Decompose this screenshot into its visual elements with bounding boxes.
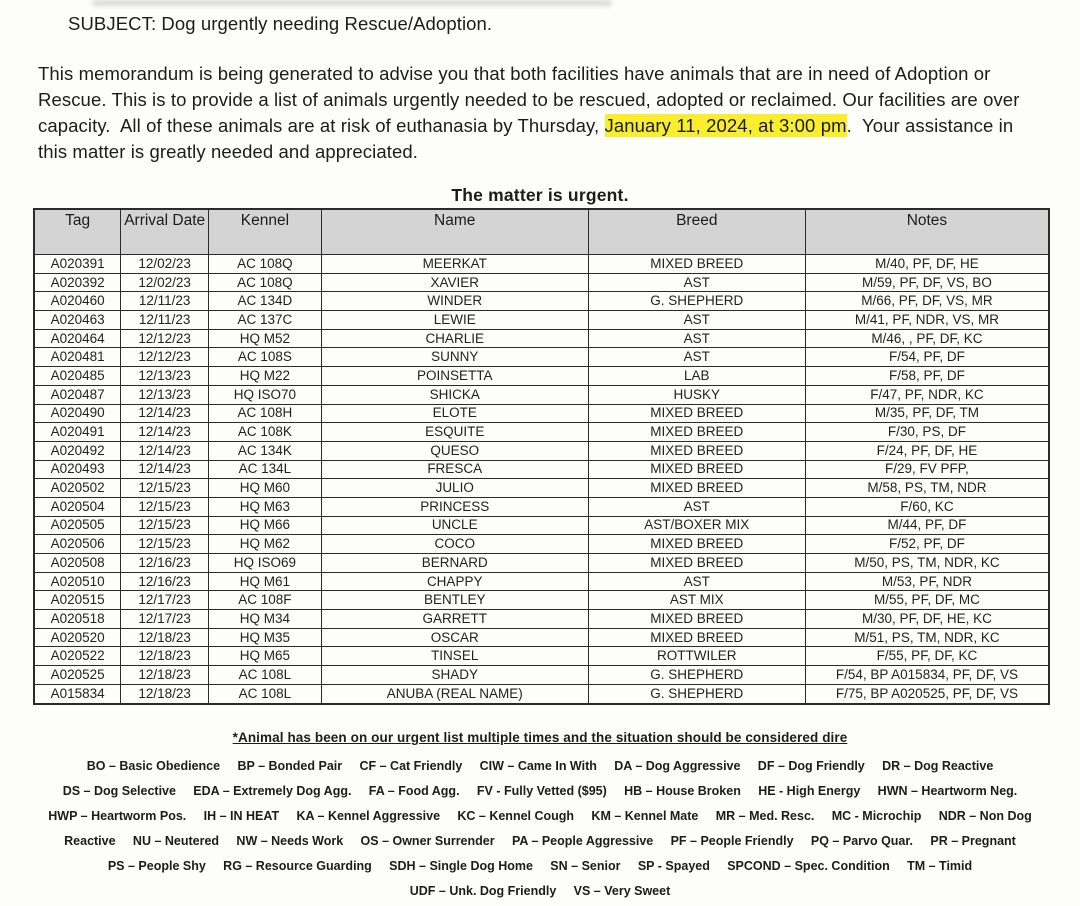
cell-arrival-date: 12/15/23 [121,497,209,516]
cell-name: WINDER [321,292,588,311]
cell-name: ESQUITE [321,423,588,442]
cell-notes: F/47, PF, NDR, KC [805,385,1049,404]
cell-breed: G. SHEPHERD [588,292,805,311]
cell-kennel: AC 108Q [209,255,322,274]
cell-breed: MIXED BREED [588,404,805,423]
cell-tag: A020520 [34,628,121,647]
cell-arrival-date: 12/15/23 [121,535,209,554]
cell-kennel: AC 134L [209,460,322,479]
cell-arrival-date: 12/14/23 [121,460,209,479]
cell-kennel: HQ ISO69 [209,554,322,573]
cell-name: COCO [321,535,588,554]
table-row [34,255,1049,274]
cell-notes: F/29, FV PFP, [805,460,1049,479]
cell-arrival-date: 12/18/23 [121,666,209,685]
cell-notes: M/59, PF, DF, VS, BO [805,273,1049,292]
table-row [34,441,1049,460]
cell-breed: MIXED BREED [588,610,805,629]
cell-notes: M/58, PS, TM, NDR [805,479,1049,498]
legend-line: BO – Basic Obedience BP – Bonded Pair CF – Cat Friendly CIW – Came In With DA – Dog Aggressive DF – Dog Friendly DR – Dog Reactive [86,759,994,773]
dire-note: *Animal has been on our urgent list multiple times and the situation should be considered dire [232,730,848,745]
cell-tag: A020485 [34,367,121,386]
cell-notes: F/55, PF, DF, KC [805,647,1049,666]
cell-notes: M/51, PS, TM, NDR, KC [805,628,1049,647]
cell-breed: MIXED BREED [588,255,805,274]
cell-kennel: AC 137C [209,311,322,330]
cell-name: FRESCA [321,460,588,479]
table-header-row [34,209,1049,255]
scan-artifact [92,0,612,6]
cell-tag: A020515 [34,591,121,610]
cell-arrival-date: 12/14/23 [121,423,209,442]
cell-arrival-date: 12/12/23 [121,329,209,348]
cell-tag: A020522 [34,647,121,666]
cell-notes: M/44, PF, DF [805,516,1049,535]
cell-arrival-date: 12/12/23 [121,348,209,367]
cell-tag: A020504 [34,497,121,516]
cell-arrival-date: 12/14/23 [121,441,209,460]
table-row [34,554,1049,573]
abbreviation-legend [0,756,1080,906]
intro-text-pre: This memorandum is being generated to advise you that both facilities have animals that are in need of Adoption or Rescue. This is to provide a list of animals urgently needed to be rescued, adopted or reclaimed. Our facilities are over capacity. All of these animals are at risk of euthanasia by Thursday, [38,63,1025,136]
cell-breed: MIXED BREED [588,460,805,479]
cell-breed: AST [588,329,805,348]
cell-breed: AST [588,273,805,292]
cell-kennel: AC 134D [209,292,322,311]
cell-kennel: HQ M22 [209,367,322,386]
cell-arrival-date: 12/02/23 [121,255,209,274]
cell-tag: A020463 [34,311,121,330]
column-header-breed: Breed [588,209,805,255]
cell-breed: AST [588,572,805,591]
cell-notes: M/40, PF, DF, HE [805,255,1049,274]
cell-tag: A020392 [34,273,121,292]
cell-breed: HUSKY [588,385,805,404]
table-row [34,385,1049,404]
cell-kennel: AC 108H [209,404,322,423]
cell-name: CHAPPY [321,572,588,591]
table-row [34,591,1049,610]
table-row [34,610,1049,629]
cell-name: SHADY [321,666,588,685]
table-row [34,423,1049,442]
cell-tag: A020518 [34,610,121,629]
cell-kennel: HQ M34 [209,610,322,629]
cell-tag: A020506 [34,535,121,554]
cell-arrival-date: 12/17/23 [121,591,209,610]
cell-breed: AST MIX [588,591,805,610]
cell-tag: A015834 [34,684,121,703]
table-row [34,329,1049,348]
cell-kennel: HQ M63 [209,497,322,516]
intro-text-post: . Your assistance in this matter is greatly needed and appreciated. [38,115,1019,162]
cell-breed: G. SHEPHERD [588,666,805,685]
cell-arrival-date: 12/13/23 [121,367,209,386]
table-row [34,460,1049,479]
cell-name: BENTLEY [321,591,588,610]
table-row [34,535,1049,554]
cell-notes: F/58, PF, DF [805,367,1049,386]
cell-arrival-date: 12/15/23 [121,479,209,498]
column-header-tag: Tag [34,209,121,255]
cell-arrival-date: 12/14/23 [121,404,209,423]
highlighted-deadline: January 11, 2024, at 3:00 pm [604,115,847,136]
cell-notes: F/30, PS, DF [805,423,1049,442]
cell-kennel: AC 134K [209,441,322,460]
cell-breed: ROTTWILER [588,647,805,666]
urgent-heading: The matter is urgent. [451,185,629,205]
column-header-name: Name [321,209,588,255]
cell-kennel: AC 108L [209,666,322,685]
table-row [34,367,1049,386]
table-row [34,273,1049,292]
animal-table-body [34,255,1049,704]
cell-kennel: AC 108S [209,348,322,367]
table-row [34,311,1049,330]
legend-line: UDF – Unk. Dog Friendly VS – Very Sweet [409,884,671,898]
legend-line: HWP – Heartworm Pos. IH – IN HEAT KA – Kennel Aggressive KC – Kennel Cough KM – Kennel Mate MR – Med. Resc. MC - Microchip NDR – Non Dog [48,809,1032,823]
cell-arrival-date: 12/15/23 [121,516,209,535]
cell-tag: A020481 [34,348,121,367]
table-row [34,497,1049,516]
cell-notes: F/54, BP A015834, PF, DF, VS [805,666,1049,685]
cell-arrival-date: 12/16/23 [121,554,209,573]
cell-breed: MIXED BREED [588,423,805,442]
table-row [34,516,1049,535]
legend-line: DS – Dog Selective EDA – Extremely Dog Agg. FA – Food Agg. FV - Fully Vetted ($95) HB – House Broken HE - High Energy HWN – Heartworm Neg. [62,784,1018,798]
table-row [34,404,1049,423]
cell-breed: MIXED BREED [588,628,805,647]
cell-kennel: HQ M66 [209,516,322,535]
cell-arrival-date: 12/18/23 [121,628,209,647]
cell-tag: A020490 [34,404,121,423]
cell-name: SUNNY [321,348,588,367]
cell-notes: M/50, PS, TM, NDR, KC [805,554,1049,573]
cell-notes: F/52, PF, DF [805,535,1049,554]
cell-name: UNCLE [321,516,588,535]
cell-name: OSCAR [321,628,588,647]
cell-name: TINSEL [321,647,588,666]
cell-tag: A020502 [34,479,121,498]
column-header-notes: Notes [805,209,1049,255]
cell-tag: A020460 [34,292,121,311]
cell-tag: A020492 [34,441,121,460]
cell-name: XAVIER [321,273,588,292]
cell-tag: A020505 [34,516,121,535]
cell-name: CHARLIE [321,329,588,348]
cell-kennel: AC 108K [209,423,322,442]
column-header-kennel: Kennel [209,209,322,255]
cell-notes: M/66, PF, DF, VS, MR [805,292,1049,311]
cell-arrival-date: 12/18/23 [121,647,209,666]
cell-breed: MIXED BREED [588,554,805,573]
cell-kennel: AC 108Q [209,273,322,292]
cell-notes: F/54, PF, DF [805,348,1049,367]
cell-name: JULIO [321,479,588,498]
cell-name: GARRETT [321,610,588,629]
table-row [34,647,1049,666]
cell-arrival-date: 12/13/23 [121,385,209,404]
cell-name: SHICKA [321,385,588,404]
cell-name: QUESO [321,441,588,460]
table-row [34,666,1049,685]
cell-name: POINSETTA [321,367,588,386]
cell-name: ANUBA (REAL NAME) [321,684,588,703]
cell-notes: M/53, PF, NDR [805,572,1049,591]
cell-breed: LAB [588,367,805,386]
table-row [34,479,1049,498]
cell-tag: A020464 [34,329,121,348]
cell-name: ELOTE [321,404,588,423]
table-row [34,628,1049,647]
cell-name: PRINCESS [321,497,588,516]
cell-arrival-date: 12/16/23 [121,572,209,591]
cell-arrival-date: 12/11/23 [121,311,209,330]
cell-kennel: HQ M62 [209,535,322,554]
cell-tag: A020487 [34,385,121,404]
column-header-arrival-date: Arrival Date [121,209,209,255]
cell-notes: M/41, PF, NDR, VS, MR [805,311,1049,330]
cell-arrival-date: 12/11/23 [121,292,209,311]
cell-kennel: HQ M60 [209,479,322,498]
cell-kennel: HQ M61 [209,572,322,591]
table-row [34,292,1049,311]
cell-name: LEWIE [321,311,588,330]
cell-breed: MIXED BREED [588,441,805,460]
cell-tag: A020510 [34,572,121,591]
cell-breed: AST [588,348,805,367]
cell-breed: MIXED BREED [588,479,805,498]
cell-notes: F/60, KC [805,497,1049,516]
cell-tag: A020391 [34,255,121,274]
cell-breed: AST [588,311,805,330]
cell-breed: MIXED BREED [588,535,805,554]
cell-breed: AST [588,497,805,516]
cell-notes: F/75, BP A020525, PF, DF, VS [805,684,1049,703]
cell-kennel: HQ M52 [209,329,322,348]
animal-table [33,208,1050,705]
table-row [34,684,1049,703]
cell-breed: G. SHEPHERD [588,684,805,703]
cell-notes: M/35, PF, DF, TM [805,404,1049,423]
cell-tag: A020493 [34,460,121,479]
legend-line: PS – People Shy RG – Resource Guarding SDH – Single Dog Home SN – Senior SP - Spayed SPCOND – Spec. Condition TM – Timid [107,859,973,873]
cell-arrival-date: 12/02/23 [121,273,209,292]
cell-name: BERNARD [321,554,588,573]
table-row [34,348,1049,367]
cell-breed: AST/BOXER MIX [588,516,805,535]
cell-kennel: AC 108L [209,684,322,703]
cell-notes: M/55, PF, DF, MC [805,591,1049,610]
cell-tag: A020508 [34,554,121,573]
cell-name: MEERKAT [321,255,588,274]
cell-kennel: HQ ISO70 [209,385,322,404]
subject-line: SUBJECT: Dog urgently needing Rescue/Adoption. [68,13,493,34]
cell-kennel: HQ M65 [209,647,322,666]
table-row [34,572,1049,591]
cell-kennel: AC 108F [209,591,322,610]
cell-notes: M/30, PF, DF, HE, KC [805,610,1049,629]
cell-kennel: HQ M35 [209,628,322,647]
cell-notes: F/24, PF, DF, HE [805,441,1049,460]
cell-arrival-date: 12/18/23 [121,684,209,703]
cell-tag: A020491 [34,423,121,442]
cell-notes: M/46, , PF, DF, KC [805,329,1049,348]
legend-line: Reactive NU – Neutered NW – Needs Work OS – Owner Surrender PA – People Aggressive PF – People Friendly PQ – Parvo Quar. PR – Pregnant [64,834,1016,848]
cell-arrival-date: 12/17/23 [121,610,209,629]
intro-paragraph [38,61,1030,165]
cell-tag: A020525 [34,666,121,685]
